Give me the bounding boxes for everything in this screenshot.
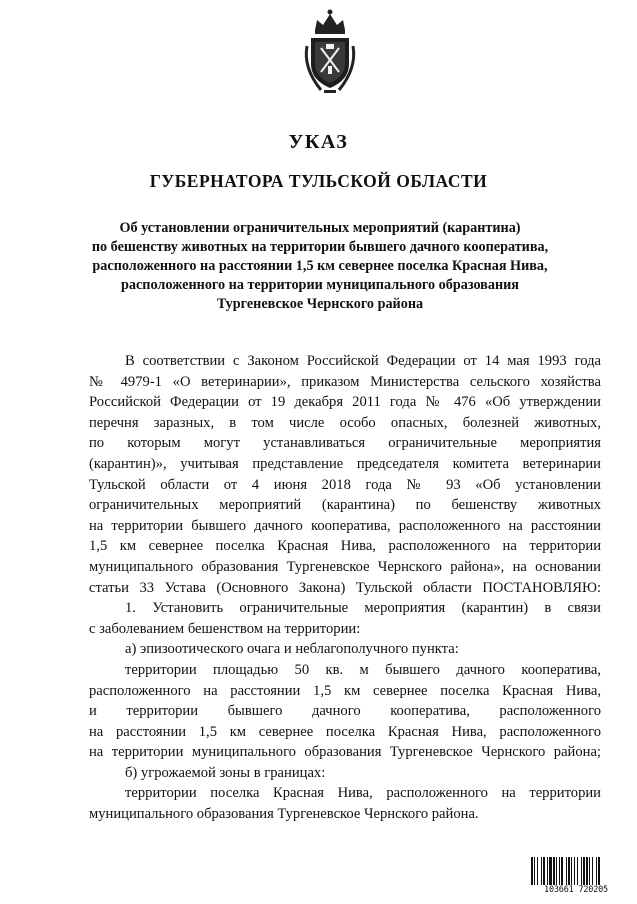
tula-coat-of-arms-icon [299,6,361,96]
subject-line: расположенного на расстоянии 1,5 км севернее поселка Красная Нива, [92,258,548,274]
decree-body [89,351,601,825]
decree-subject [60,219,580,314]
body-line: на территории муниципального образования Тургеневское Чернского района; [89,744,601,761]
document-type: УКАЗ [288,131,349,153]
barcode-bar [589,857,590,885]
body-line: по которым могут устанавливаться ограничительные мероприятия [89,435,601,452]
barcode-bar [549,857,552,885]
barcode-bar [561,857,563,885]
issuer-title: ГУБЕРНАТОРА ТУЛЬСКОЙ ОБЛАСТИ [149,171,488,191]
barcode-bar [568,857,570,885]
barcode-bar [543,857,545,885]
barcode-bar [571,857,572,885]
barcode-bar [556,857,557,885]
barcode-bar [566,857,567,885]
subclause-b-heading: б) угрожаемой зоны в границах: [125,764,326,781]
body-line: территории площадью 50 кв. м бывшего дачного кооператива, [125,661,601,678]
subject-line: по бешенству животных на территории бывшего дачного кооператива, [91,239,549,255]
barcode-icon [530,857,622,885]
barcode-bar [553,857,555,885]
barcode-bar [583,857,585,885]
body-line: Тульской области от 4 июня 2018 года № 93 «Об установлении [89,476,601,493]
body-line: 1,5 км севернее поселка Красная Нива, расположенного на территории [89,538,601,555]
body-line: перечня заразных, в том числе особо опасных, болезней животных, [89,414,601,431]
body-line: (карантин)», учитывая представление председателя комитета ветеринарии [89,455,601,472]
body-line: статьи 33 Устава (Основного Закона) Тульской области ПОСТАНОВЛЯЮ: [89,579,601,596]
body-line: ограничительных мероприятий (карантина) по бешенству животных [89,497,601,514]
barcode-bar [559,857,560,885]
subclause-a-heading: а) эпизоотического очага и неблагополучного пункта: [125,641,459,658]
body-line: на территории бывшего дачного кооператива, расположенного на расстоянии [89,517,601,534]
barcode-bar [541,857,542,885]
barcode-bar [586,857,588,885]
body-line: с заболеванием бешенством на территории: [89,620,361,637]
barcode-bar [577,857,578,885]
barcode-bar [574,857,575,885]
body-line: на расстоянии 1,5 км севернее поселка Красная Нива, расположенного [89,723,601,740]
body-line: территории поселка Красная Нива, расположенного на территории [125,785,601,802]
subject-line: Тургеневское Чернского района [216,296,424,312]
barcode-bar [531,857,533,885]
barcode-bar [537,857,538,885]
subject-line: Об установлении ограничительных мероприятий (карантина) [119,220,521,236]
barcode-bar [581,857,582,885]
barcode-bar [534,857,535,885]
barcode-bar [592,857,593,885]
body-line: расположенного на расстоянии 1,5 км севернее поселка Красная Нива, [89,682,601,699]
document-barcode [530,857,622,897]
body-line: В соответствии с Законом Российской Федерации от 14 мая 1993 года [125,353,601,369]
clause-1-line: 1. Установить ограничительные мероприятия (карантин) в связи [125,600,601,617]
subject-line: расположенного на территории муниципального образования [121,277,519,293]
barcode-bar [598,857,600,885]
body-line: и территории бывшего дачного кооператива, расположенного [89,703,601,720]
barcode-number: 103661 720205 [544,885,608,895]
barcode-bar [547,857,548,885]
body-line: муниципального образования Тургеневское Чернского района», на основании [89,558,601,575]
barcode-bar [596,857,597,885]
body-line: муниципального образования Тургеневское Чернского района. [89,806,479,823]
body-line: Российской Федерации от 19 декабря 2011 года № 476 «Об утверждении [89,394,601,411]
body-line: № 4979-1 «О ветеринарии», приказом Министерства сельского хозяйства [89,373,601,390]
